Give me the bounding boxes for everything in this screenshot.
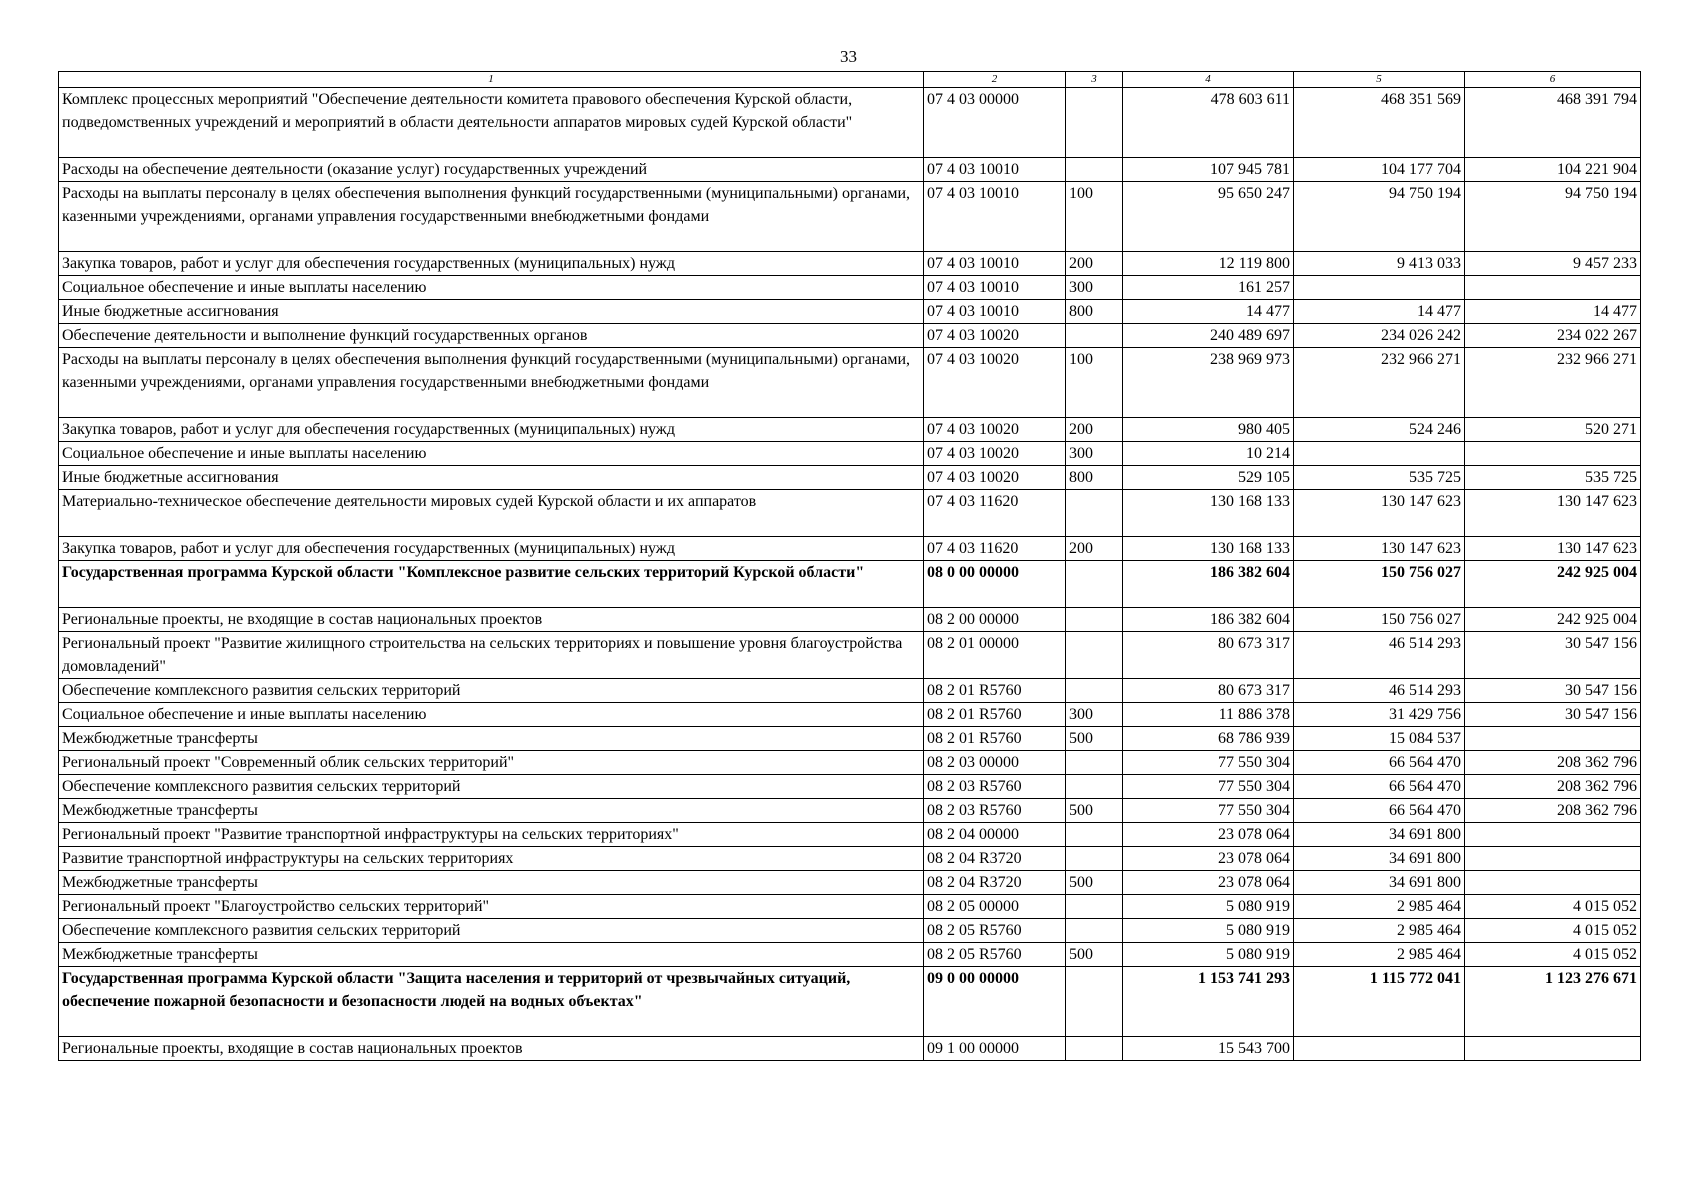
row-amount-cell: 95 650 247	[1123, 182, 1294, 252]
row-name-cell: Межбюджетные трансферты	[59, 871, 924, 895]
row-amount-cell: 150 756 027	[1294, 608, 1465, 632]
row-code-cell: 08 2 03 R5760	[924, 775, 1066, 799]
row-amount-cell	[1465, 276, 1641, 300]
row-amount-cell: 186 382 604	[1123, 608, 1294, 632]
row-name-cell: Обеспечение комплексного развития сельских территорий	[59, 919, 924, 943]
row-code-cell: 08 2 01 R5760	[924, 727, 1066, 751]
row-amount-cell: 94 750 194	[1294, 182, 1465, 252]
table-row	[59, 418, 1641, 442]
row-amount-cell: 232 966 271	[1294, 348, 1465, 418]
row-name-cell: Социальное обеспечение и иные выплаты населению	[59, 442, 924, 466]
row-expense-type-cell	[1066, 324, 1123, 348]
row-amount-cell: 23 078 064	[1123, 847, 1294, 871]
row-amount-cell	[1465, 871, 1641, 895]
table-row	[59, 182, 1641, 252]
row-name-cell: Межбюджетные трансферты	[59, 727, 924, 751]
table-row	[59, 967, 1641, 1037]
row-amount-cell: 66 564 470	[1294, 775, 1465, 799]
table-row	[59, 608, 1641, 632]
row-name-cell: Закупка товаров, работ и услуг для обеспечения государственных (муниципальных) нужд	[59, 537, 924, 561]
row-code-cell: 07 4 03 10010	[924, 182, 1066, 252]
row-amount-cell: 130 147 623	[1465, 490, 1641, 537]
row-expense-type-cell	[1066, 823, 1123, 847]
row-amount-cell	[1465, 823, 1641, 847]
table-row	[59, 490, 1641, 537]
row-code-cell: 07 4 03 10020	[924, 466, 1066, 490]
table-row	[59, 775, 1641, 799]
row-name-cell: Расходы на выплаты персоналу в целях обеспечения выполнения функций государственными (муниципальными) органами, казенными учреждениями, органами управления государственными внебюджетными фондами	[59, 182, 924, 252]
row-amount-cell: 30 547 156	[1465, 632, 1641, 679]
row-code-cell: 07 4 03 11620	[924, 537, 1066, 561]
row-amount-cell: 15 084 537	[1294, 727, 1465, 751]
row-amount-cell: 30 547 156	[1465, 703, 1641, 727]
row-amount-cell: 130 168 133	[1123, 490, 1294, 537]
table-row	[59, 537, 1641, 561]
row-name-cell: Иные бюджетные ассигнования	[59, 466, 924, 490]
row-amount-cell	[1465, 442, 1641, 466]
table-row	[59, 751, 1641, 775]
row-expense-type-cell	[1066, 158, 1123, 182]
table-row	[59, 466, 1641, 490]
row-amount-cell: 46 514 293	[1294, 632, 1465, 679]
row-amount-cell: 66 564 470	[1294, 751, 1465, 775]
row-code-cell: 08 2 05 R5760	[924, 943, 1066, 967]
row-amount-cell: 535 725	[1294, 466, 1465, 490]
row-amount-cell: 66 564 470	[1294, 799, 1465, 823]
row-amount-cell: 232 966 271	[1465, 348, 1641, 418]
row-expense-type-cell: 500	[1066, 799, 1123, 823]
row-amount-cell: 77 550 304	[1123, 799, 1294, 823]
table-body	[59, 88, 1641, 1061]
row-name-cell: Развитие транспортной инфраструктуры на сельских территориях	[59, 847, 924, 871]
row-expense-type-cell	[1066, 608, 1123, 632]
row-amount-cell: 130 147 623	[1294, 490, 1465, 537]
row-code-cell: 08 2 03 R5760	[924, 799, 1066, 823]
column-header: 3	[1066, 72, 1123, 88]
page-number: 33	[840, 47, 857, 66]
row-name-cell: Расходы на обеспечение деятельности (оказание услуг) государственных учреждений	[59, 158, 924, 182]
column-header: 6	[1465, 72, 1641, 88]
row-expense-type-cell: 500	[1066, 727, 1123, 751]
row-amount-cell: 4 015 052	[1465, 895, 1641, 919]
row-amount-cell: 980 405	[1123, 418, 1294, 442]
row-code-cell: 08 2 01 R5760	[924, 703, 1066, 727]
row-amount-cell	[1294, 1037, 1465, 1061]
row-expense-type-cell: 800	[1066, 466, 1123, 490]
column-header: 1	[59, 72, 924, 88]
row-amount-cell: 107 945 781	[1123, 158, 1294, 182]
row-code-cell: 07 4 03 10020	[924, 442, 1066, 466]
row-code-cell: 07 4 03 10010	[924, 300, 1066, 324]
row-amount-cell: 94 750 194	[1465, 182, 1641, 252]
row-amount-cell: 5 080 919	[1123, 895, 1294, 919]
row-expense-type-cell: 500	[1066, 871, 1123, 895]
row-amount-cell: 15 543 700	[1123, 1037, 1294, 1061]
row-amount-cell: 238 969 973	[1123, 348, 1294, 418]
row-name-cell: Социальное обеспечение и иные выплаты населению	[59, 276, 924, 300]
row-code-cell: 07 4 03 11620	[924, 490, 1066, 537]
row-name-cell: Межбюджетные трансферты	[59, 799, 924, 823]
row-expense-type-cell	[1066, 88, 1123, 158]
row-amount-cell: 77 550 304	[1123, 775, 1294, 799]
row-amount-cell	[1465, 1037, 1641, 1061]
table-row	[59, 847, 1641, 871]
table-row	[59, 442, 1641, 466]
row-amount-cell: 12 119 800	[1123, 252, 1294, 276]
row-code-cell: 08 2 01 00000	[924, 632, 1066, 679]
row-amount-cell: 1 153 741 293	[1123, 967, 1294, 1037]
row-code-cell: 07 4 03 10020	[924, 348, 1066, 418]
row-expense-type-cell	[1066, 895, 1123, 919]
column-header: 5	[1294, 72, 1465, 88]
row-name-cell: Комплекс процессных мероприятий "Обеспечение деятельности комитета правового обеспечения Курской области, подведомственных учреждений и мероприятий в области деятельности аппаратов мировых судей Курской области"	[59, 88, 924, 158]
budget-table	[58, 71, 1641, 1061]
row-amount-cell: 242 925 004	[1465, 608, 1641, 632]
row-amount-cell: 80 673 317	[1123, 679, 1294, 703]
row-code-cell: 08 2 04 R3720	[924, 871, 1066, 895]
row-amount-cell: 186 382 604	[1123, 561, 1294, 608]
row-amount-cell: 5 080 919	[1123, 919, 1294, 943]
row-amount-cell	[1294, 442, 1465, 466]
row-amount-cell: 104 177 704	[1294, 158, 1465, 182]
row-expense-type-cell	[1066, 490, 1123, 537]
row-amount-cell: 23 078 064	[1123, 823, 1294, 847]
row-amount-cell: 535 725	[1465, 466, 1641, 490]
table-row	[59, 300, 1641, 324]
row-amount-cell: 208 362 796	[1465, 799, 1641, 823]
row-expense-type-cell	[1066, 847, 1123, 871]
row-expense-type-cell: 200	[1066, 537, 1123, 561]
row-amount-cell	[1465, 727, 1641, 751]
row-amount-cell: 242 925 004	[1465, 561, 1641, 608]
row-amount-cell: 478 603 611	[1123, 88, 1294, 158]
row-amount-cell: 468 351 569	[1294, 88, 1465, 158]
row-amount-cell: 5 080 919	[1123, 943, 1294, 967]
row-amount-cell: 1 123 276 671	[1465, 967, 1641, 1037]
table-row	[59, 919, 1641, 943]
row-name-cell: Обеспечение комплексного развития сельских территорий	[59, 775, 924, 799]
row-amount-cell: 4 015 052	[1465, 919, 1641, 943]
row-amount-cell: 520 271	[1465, 418, 1641, 442]
row-expense-type-cell: 300	[1066, 703, 1123, 727]
row-expense-type-cell	[1066, 775, 1123, 799]
row-amount-cell: 68 786 939	[1123, 727, 1294, 751]
table-row	[59, 252, 1641, 276]
row-code-cell: 08 2 03 00000	[924, 751, 1066, 775]
row-code-cell: 08 2 00 00000	[924, 608, 1066, 632]
row-expense-type-cell	[1066, 967, 1123, 1037]
row-code-cell: 08 2 04 00000	[924, 823, 1066, 847]
table-row	[59, 679, 1641, 703]
row-name-cell: Региональный проект "Благоустройство сельских территорий"	[59, 895, 924, 919]
row-amount-cell: 34 691 800	[1294, 847, 1465, 871]
row-name-cell: Обеспечение комплексного развития сельских территорий	[59, 679, 924, 703]
row-amount-cell	[1294, 276, 1465, 300]
table-row	[59, 727, 1641, 751]
row-amount-cell: 10 214	[1123, 442, 1294, 466]
row-expense-type-cell	[1066, 679, 1123, 703]
row-amount-cell: 1 115 772 041	[1294, 967, 1465, 1037]
table-row	[59, 871, 1641, 895]
table-row	[59, 88, 1641, 158]
row-code-cell: 07 4 03 10010	[924, 158, 1066, 182]
row-code-cell: 07 4 03 10010	[924, 276, 1066, 300]
row-name-cell: Региональные проекты, входящие в состав национальных проектов	[59, 1037, 924, 1061]
row-amount-cell: 2 985 464	[1294, 943, 1465, 967]
row-code-cell: 07 4 03 00000	[924, 88, 1066, 158]
row-code-cell: 09 0 00 00000	[924, 967, 1066, 1037]
row-code-cell: 08 0 00 00000	[924, 561, 1066, 608]
table-header-row	[59, 72, 1641, 88]
row-name-cell: Государственная программа Курской области "Защита населения и территорий от чрезвычайных ситуаций, обеспечение пожарной безопасности и безопасности людей на водных объектах"	[59, 967, 924, 1037]
row-name-cell: Региональный проект "Развитие транспортной инфраструктуры на сельских территориях"	[59, 823, 924, 847]
row-amount-cell: 14 477	[1294, 300, 1465, 324]
row-name-cell: Закупка товаров, работ и услуг для обеспечения государственных (муниципальных) нужд	[59, 252, 924, 276]
row-expense-type-cell: 800	[1066, 300, 1123, 324]
row-amount-cell: 46 514 293	[1294, 679, 1465, 703]
row-code-cell: 08 2 04 R3720	[924, 847, 1066, 871]
row-name-cell: Расходы на выплаты персоналу в целях обеспечения выполнения функций государственными (муниципальными) органами, казенными учреждениями, органами управления государственными внебюджетными фондами	[59, 348, 924, 418]
row-expense-type-cell: 500	[1066, 943, 1123, 967]
row-code-cell: 07 4 03 10020	[924, 418, 1066, 442]
row-name-cell: Межбюджетные трансферты	[59, 943, 924, 967]
row-code-cell: 07 4 03 10020	[924, 324, 1066, 348]
row-expense-type-cell: 300	[1066, 442, 1123, 466]
row-amount-cell: 11 886 378	[1123, 703, 1294, 727]
row-amount-cell: 529 105	[1123, 466, 1294, 490]
row-amount-cell: 208 362 796	[1465, 775, 1641, 799]
row-name-cell: Обеспечение деятельности и выполнение функций государственных органов	[59, 324, 924, 348]
row-amount-cell: 468 391 794	[1465, 88, 1641, 158]
row-expense-type-cell: 200	[1066, 418, 1123, 442]
table-row	[59, 324, 1641, 348]
row-amount-cell: 4 015 052	[1465, 943, 1641, 967]
column-header: 4	[1123, 72, 1294, 88]
row-amount-cell: 130 147 623	[1465, 537, 1641, 561]
row-amount-cell: 234 026 242	[1294, 324, 1465, 348]
row-amount-cell: 234 022 267	[1465, 324, 1641, 348]
row-amount-cell: 150 756 027	[1294, 561, 1465, 608]
table-row	[59, 799, 1641, 823]
row-amount-cell	[1465, 847, 1641, 871]
row-name-cell: Иные бюджетные ассигнования	[59, 300, 924, 324]
table-row	[59, 1037, 1641, 1061]
row-expense-type-cell	[1066, 561, 1123, 608]
row-amount-cell: 524 246	[1294, 418, 1465, 442]
table-row	[59, 703, 1641, 727]
row-amount-cell: 2 985 464	[1294, 895, 1465, 919]
row-amount-cell: 30 547 156	[1465, 679, 1641, 703]
row-amount-cell: 130 168 133	[1123, 537, 1294, 561]
row-expense-type-cell	[1066, 632, 1123, 679]
row-name-cell: Региональные проекты, не входящие в состав национальных проектов	[59, 608, 924, 632]
row-amount-cell: 130 147 623	[1294, 537, 1465, 561]
table-row	[59, 823, 1641, 847]
row-expense-type-cell: 100	[1066, 348, 1123, 418]
row-name-cell: Материально-техническое обеспечение деятельности мировых судей Курской области и их аппаратов	[59, 490, 924, 537]
row-code-cell: 09 1 00 00000	[924, 1037, 1066, 1061]
row-amount-cell: 34 691 800	[1294, 871, 1465, 895]
table-row	[59, 895, 1641, 919]
row-code-cell: 08 2 01 R5760	[924, 679, 1066, 703]
row-expense-type-cell	[1066, 919, 1123, 943]
row-amount-cell: 14 477	[1465, 300, 1641, 324]
row-code-cell: 07 4 03 10010	[924, 252, 1066, 276]
row-amount-cell: 34 691 800	[1294, 823, 1465, 847]
row-code-cell: 08 2 05 R5760	[924, 919, 1066, 943]
row-amount-cell: 9 413 033	[1294, 252, 1465, 276]
table-row	[59, 632, 1641, 679]
table-row	[59, 561, 1641, 608]
row-expense-type-cell	[1066, 1037, 1123, 1061]
row-expense-type-cell	[1066, 751, 1123, 775]
column-header: 2	[924, 72, 1066, 88]
row-expense-type-cell: 300	[1066, 276, 1123, 300]
row-amount-cell: 2 985 464	[1294, 919, 1465, 943]
row-amount-cell: 14 477	[1123, 300, 1294, 324]
row-expense-type-cell: 100	[1066, 182, 1123, 252]
table-row	[59, 158, 1641, 182]
row-amount-cell: 9 457 233	[1465, 252, 1641, 276]
row-amount-cell: 23 078 064	[1123, 871, 1294, 895]
row-name-cell: Социальное обеспечение и иные выплаты населению	[59, 703, 924, 727]
row-amount-cell: 240 489 697	[1123, 324, 1294, 348]
row-name-cell: Государственная программа Курской области "Комплексное развитие сельских территорий Курской области"	[59, 561, 924, 608]
row-code-cell: 08 2 05 00000	[924, 895, 1066, 919]
row-amount-cell: 161 257	[1123, 276, 1294, 300]
row-amount-cell: 77 550 304	[1123, 751, 1294, 775]
row-amount-cell: 80 673 317	[1123, 632, 1294, 679]
row-name-cell: Региональный проект "Развитие жилищного строительства на сельских территориях и повышение уровня благоустройства домовладений"	[59, 632, 924, 679]
row-name-cell: Региональный проект "Современный облик сельских территорий"	[59, 751, 924, 775]
table-row	[59, 943, 1641, 967]
row-amount-cell: 208 362 796	[1465, 751, 1641, 775]
row-amount-cell: 31 429 756	[1294, 703, 1465, 727]
row-expense-type-cell: 200	[1066, 252, 1123, 276]
row-amount-cell: 104 221 904	[1465, 158, 1641, 182]
table-row	[59, 276, 1641, 300]
row-name-cell: Закупка товаров, работ и услуг для обеспечения государственных (муниципальных) нужд	[59, 418, 924, 442]
table-row	[59, 348, 1641, 418]
